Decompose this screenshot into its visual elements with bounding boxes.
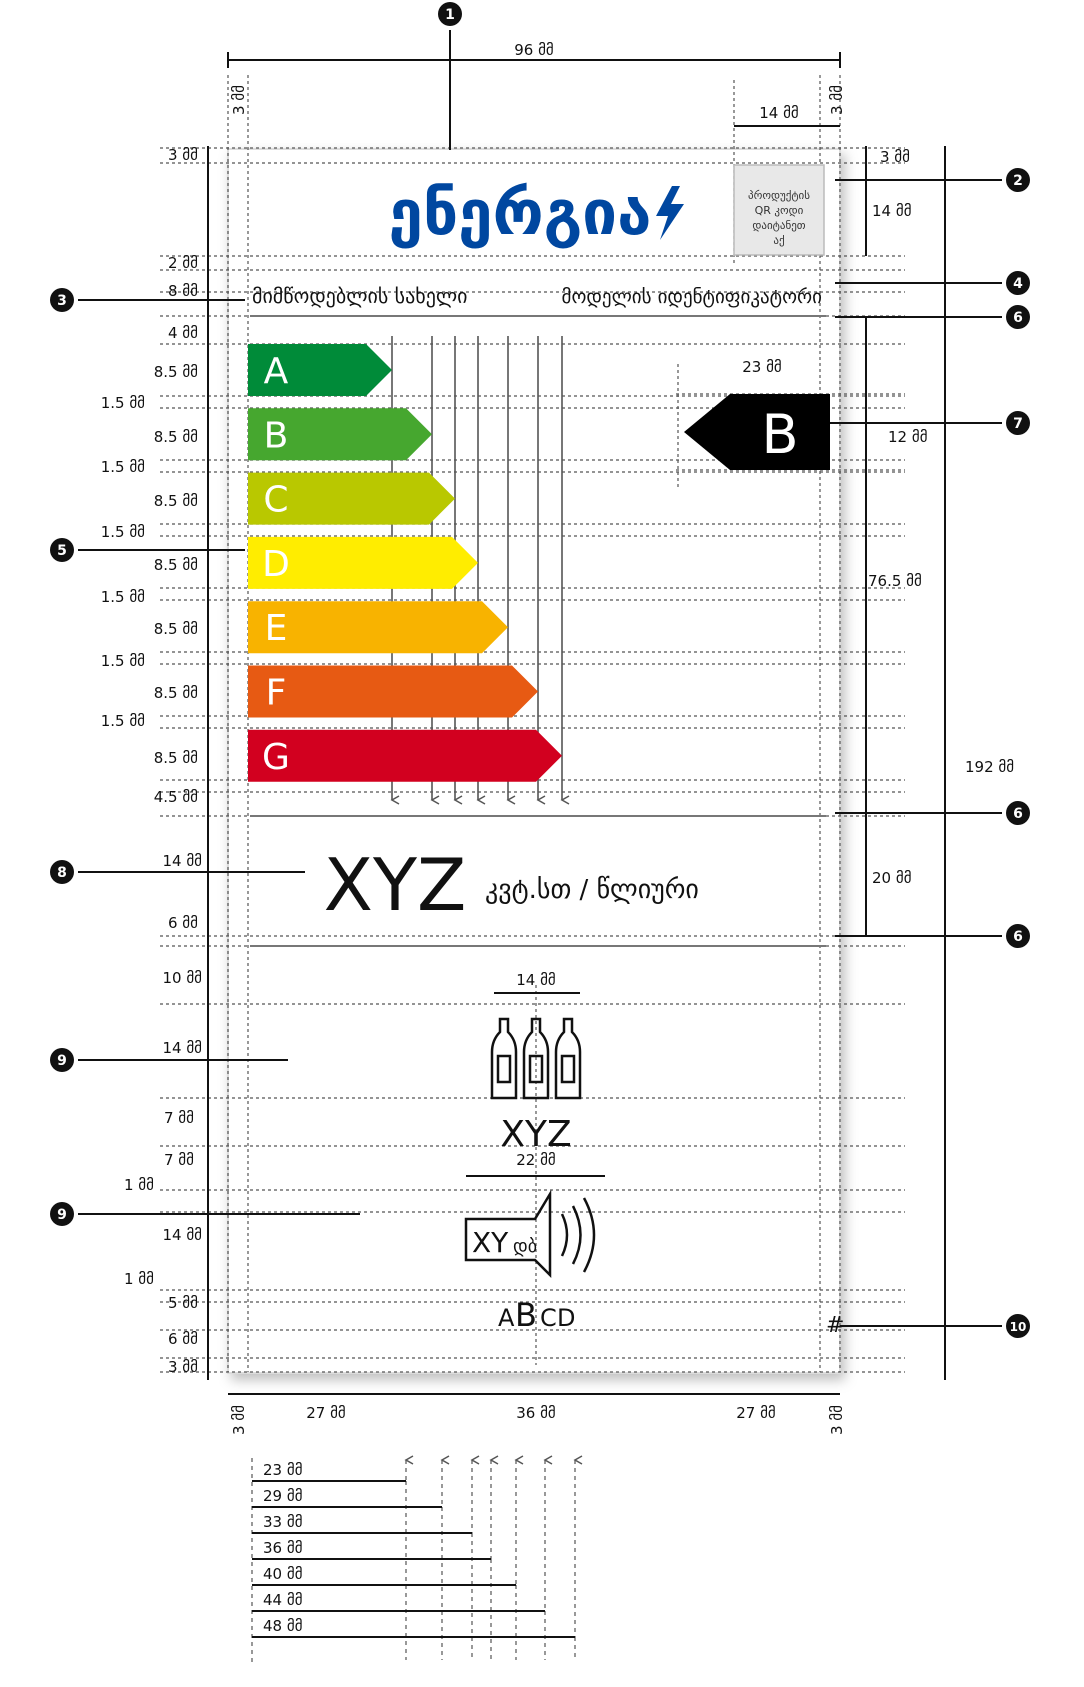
dimension-label: 192 მმ <box>965 758 1015 776</box>
dimension-label: 1.5 მმ <box>100 394 145 412</box>
callout-number: 6 <box>1013 929 1023 945</box>
dimension-label: 14 მმ <box>162 1226 202 1244</box>
dimension-label: 8.5 მმ <box>153 363 198 381</box>
energy-class-letter: A <box>263 351 289 392</box>
dimension-label: 29 მმ <box>263 1487 303 1505</box>
callout-number: 9 <box>57 1207 67 1223</box>
energy-class-letter: D <box>262 543 290 585</box>
energy-class-arrow-f <box>248 666 538 718</box>
svg-text:D: D <box>557 1304 576 1332</box>
dimension-label: 40 მმ <box>263 1565 303 1583</box>
dimension-label: 1.5 მმ <box>100 652 145 670</box>
energy-class-arrow-g <box>248 730 562 782</box>
dimension-label: 3 მმ <box>828 85 846 115</box>
dimension-label: 1.5 მმ <box>100 712 145 730</box>
dimension-label: 1 მმ <box>124 1270 154 1288</box>
dimension-label: 10 მმ <box>162 969 202 987</box>
dimension-label: 76.5 მმ <box>868 572 922 590</box>
callout-number: 10 <box>1009 1320 1027 1334</box>
dimension-label: 1 მმ <box>124 1176 154 1194</box>
consumption-unit: კვტ.სთ / წლიური <box>485 875 699 905</box>
dimension-label: 4.5 მმ <box>153 788 198 806</box>
svg-text:პროდუქტის: პროდუქტის <box>747 189 811 202</box>
dimension-label: 44 მმ <box>263 1591 303 1609</box>
svg-text:QR კოდი: QR კოდი <box>754 204 804 217</box>
supplier-name: მიმწოდებლის სახელი <box>252 284 468 308</box>
dimension-label: 14 მმ <box>162 1039 202 1057</box>
dimension-label: 8.5 მმ <box>153 556 198 574</box>
dimension-label: 1.5 მმ <box>100 523 145 541</box>
callout-number: 8 <box>57 865 67 881</box>
noise-value: XY <box>472 1226 509 1259</box>
dimension-label: 22 მმ <box>516 1151 556 1169</box>
callout-number: 1 <box>445 7 455 23</box>
energy-class-letter: C <box>263 479 289 521</box>
noise-unit: დბ <box>513 1236 538 1257</box>
svg-text:დაიტანეთ: დაიტანეთ <box>752 219 806 232</box>
dimension-label: 27 მმ <box>736 1404 776 1422</box>
dimension-label: 8.5 მმ <box>153 620 198 638</box>
callout-number: 9 <box>57 1053 67 1069</box>
dimension-label: 14 მმ <box>759 104 799 122</box>
svg-text:C: C <box>540 1304 557 1332</box>
brand-wordmark: ენერგია <box>388 176 652 249</box>
energy-class-letter: E <box>264 608 288 650</box>
callout-number: 4 <box>1013 276 1023 292</box>
svg-text:B: B <box>515 1296 537 1334</box>
dimension-label: 1.5 მმ <box>100 458 145 476</box>
dimension-label: 3 მმ <box>880 148 910 166</box>
dimension-label: 36 მმ <box>516 1404 556 1422</box>
callout-number: 6 <box>1013 806 1023 822</box>
callout-number: 3 <box>57 293 67 309</box>
consumption-value: XYZ <box>323 843 467 927</box>
svg-text:აქ: აქ <box>773 234 785 247</box>
dimension-label: 5 მმ <box>168 1294 198 1312</box>
dimension-label: 3 მმ <box>168 146 198 164</box>
dimension-label: 12 მმ <box>888 428 928 446</box>
dimension-label: 14 მმ <box>516 971 556 989</box>
model-identifier: მოდელის იდენტიფიკატორი <box>561 286 822 308</box>
dimension-label: 8 მმ <box>168 282 198 300</box>
dimension-label: 4 მმ <box>168 324 198 342</box>
dimension-label: 23 მმ <box>263 1461 303 1479</box>
dimension-label: 48 მმ <box>263 1617 303 1635</box>
dimension-label: 2 მმ <box>168 254 198 272</box>
dimension-label: 14 მმ <box>872 202 912 220</box>
dimension-label: 33 მმ <box>263 1513 303 1531</box>
dimension-label: 7 მმ <box>164 1109 194 1127</box>
dimension-label: 8.5 მმ <box>153 428 198 446</box>
callout-number: 5 <box>57 543 67 559</box>
capacity-value: XYZ <box>500 1114 572 1155</box>
dimension-label: 8.5 მმ <box>153 684 198 702</box>
dimension-label: 3 მმ <box>230 1405 248 1435</box>
dimension-label: 20 მმ <box>872 869 912 887</box>
dimension-label: 6 მმ <box>168 914 198 932</box>
callout-number: 6 <box>1013 310 1023 326</box>
energy-class-letter: F <box>265 672 287 714</box>
callout-number: 2 <box>1013 173 1023 189</box>
callout-number: 7 <box>1013 416 1023 432</box>
svg-text:A: A <box>498 1304 515 1332</box>
dimension-label: 8.5 მმ <box>153 492 198 510</box>
dimension-label: 23 მმ <box>742 358 782 376</box>
class-indicator-letter: B <box>761 403 799 466</box>
dimension-label: 1.5 მმ <box>100 588 145 606</box>
dimension-label: 14 მმ <box>162 852 202 870</box>
dimension-label: 27 მმ <box>306 1404 346 1422</box>
energy-class-letter: G <box>262 736 290 778</box>
dimension-label: 3 მმ <box>828 1405 846 1435</box>
regulation-mark: # <box>826 1313 845 1338</box>
dimension-label: 3 მმ <box>230 85 248 115</box>
dimension-label: 36 მმ <box>263 1539 303 1557</box>
dimension-label: 8.5 მმ <box>153 749 198 767</box>
dimension-label: 6 მმ <box>168 1330 198 1348</box>
dimension-label: 7 მმ <box>164 1151 194 1169</box>
dimension-label: 96 მმ <box>514 41 554 59</box>
dimension-label: 3 მმ <box>168 1358 198 1376</box>
energy-class-letter: B <box>263 415 289 457</box>
